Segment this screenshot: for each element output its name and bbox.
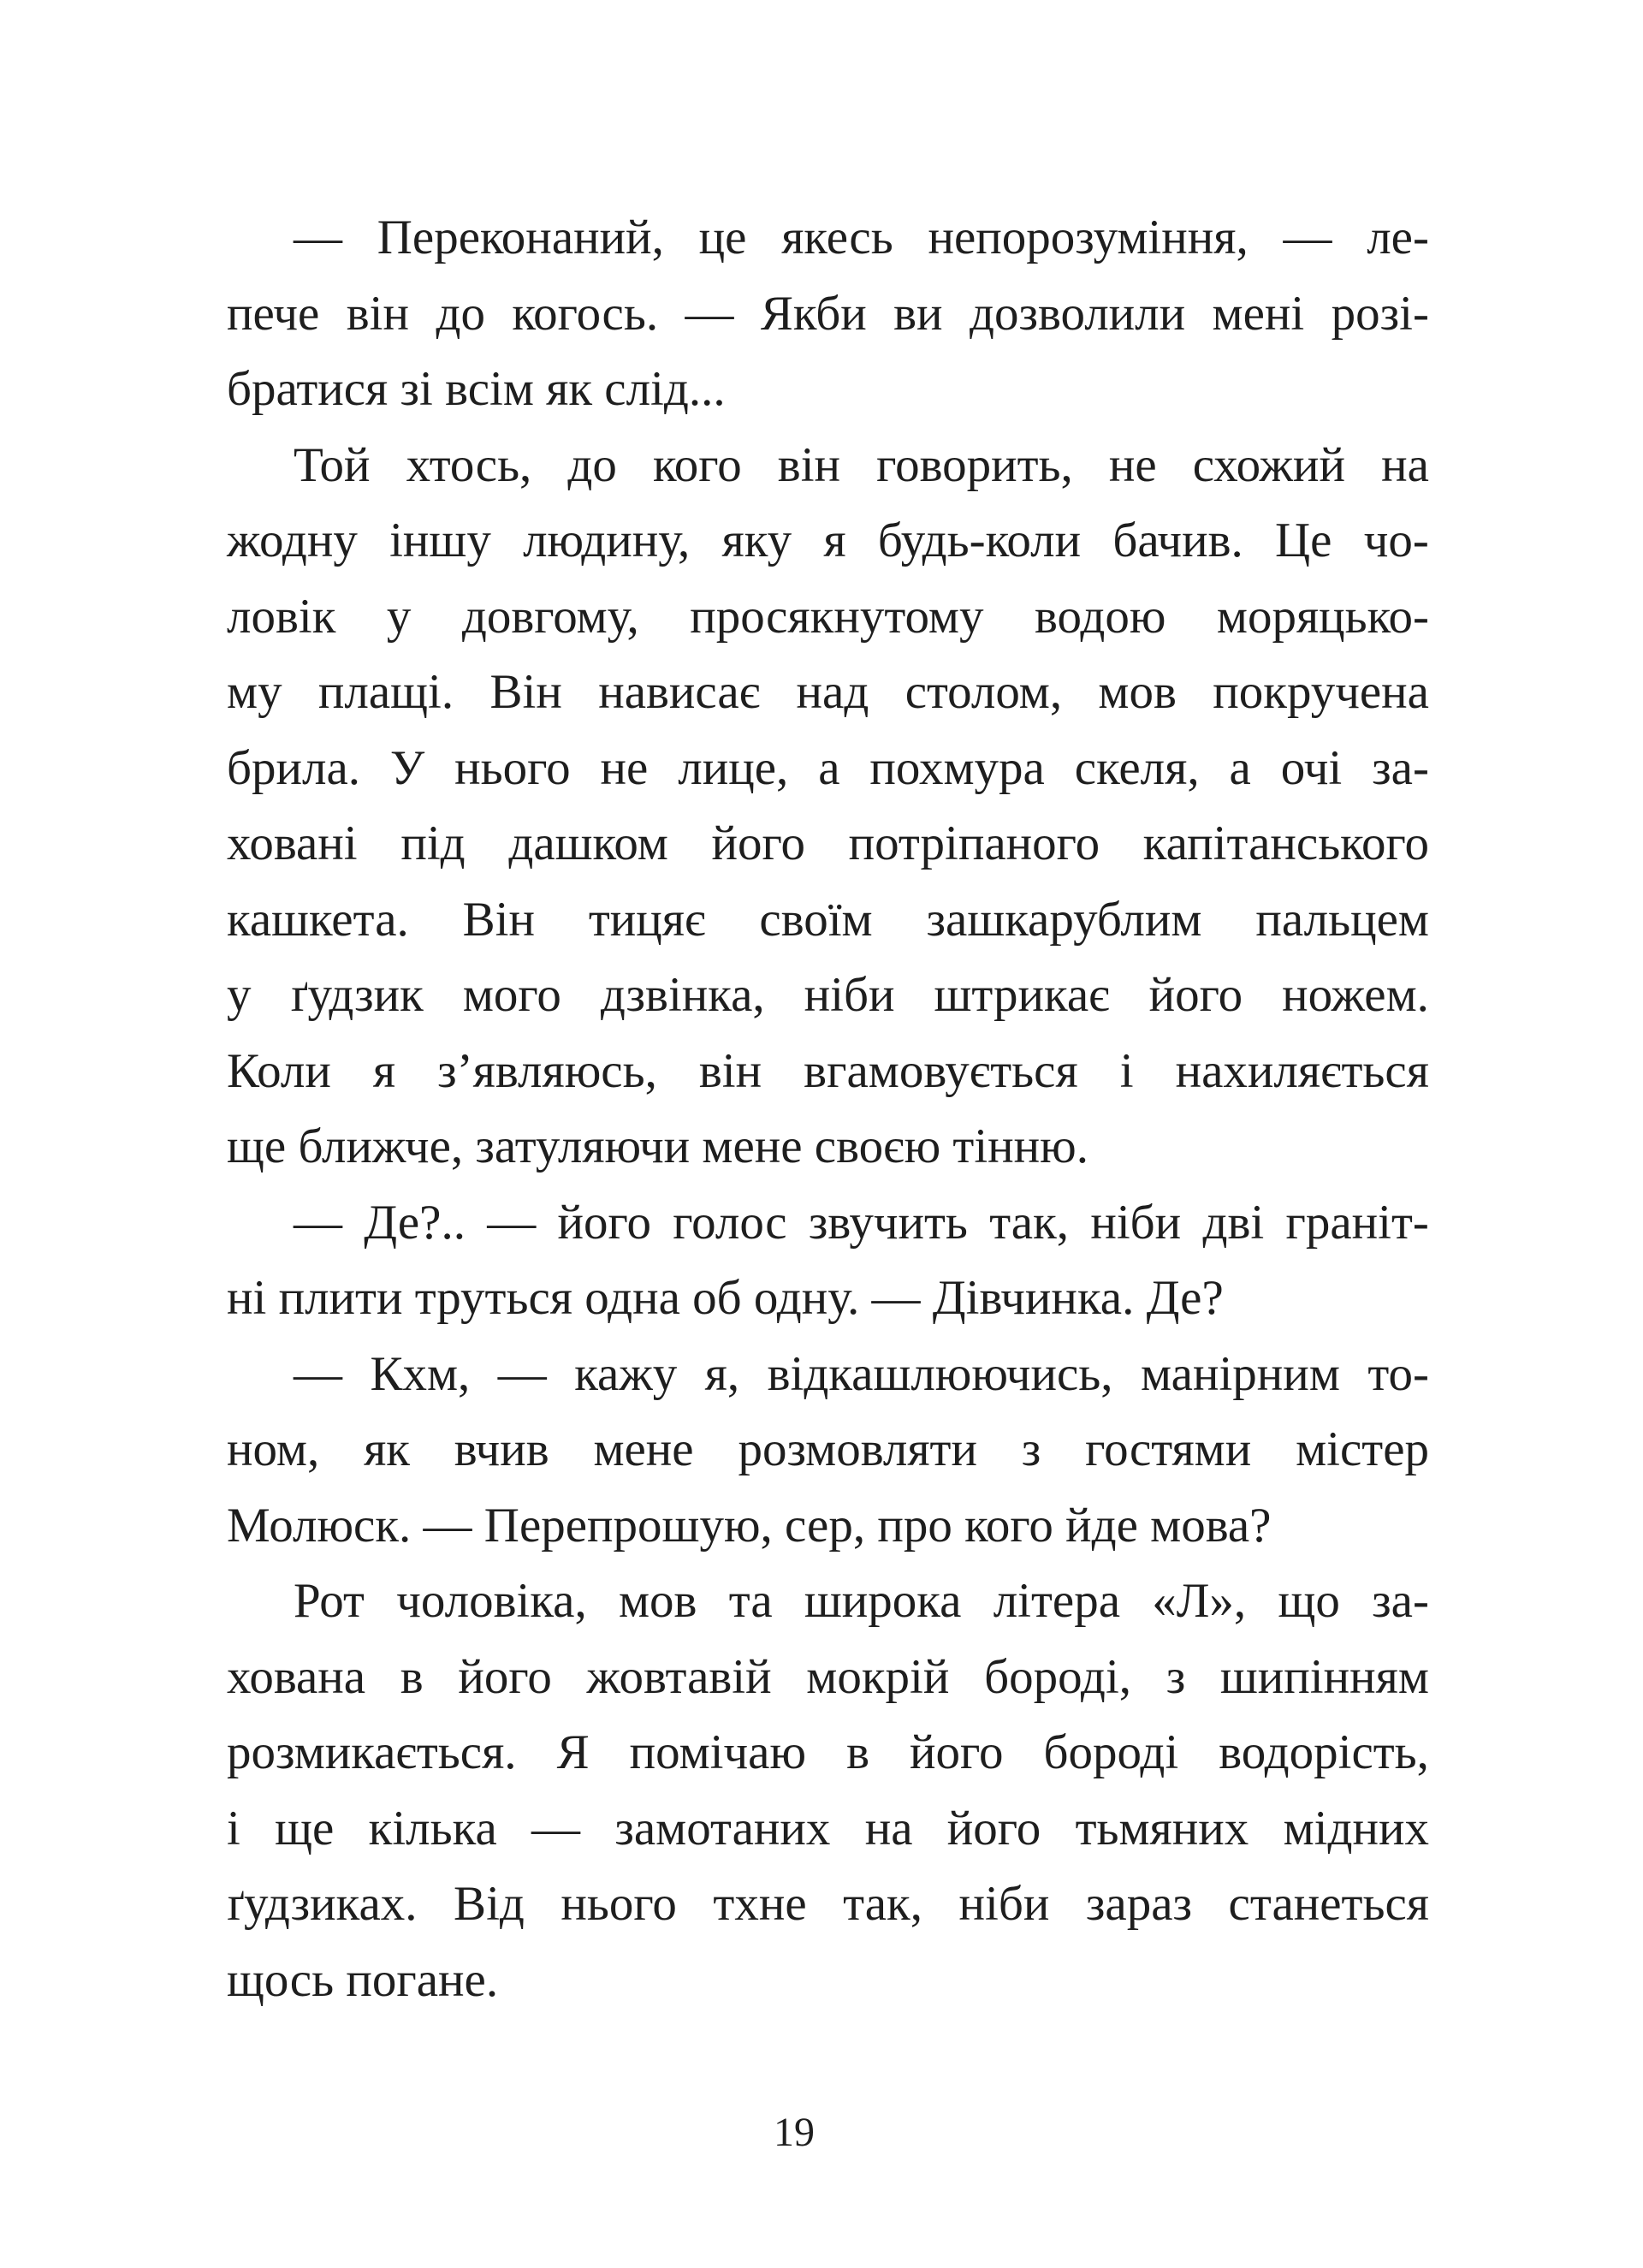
- text-line: [227, 276, 1429, 353]
- word: штрикає: [934, 968, 1110, 1022]
- word: над: [796, 665, 869, 719]
- word: лице,: [678, 740, 789, 795]
- word: жодну: [227, 514, 358, 567]
- word: плащі.: [317, 665, 454, 719]
- word: то-: [1367, 1346, 1429, 1401]
- word: зашкарублим: [926, 892, 1202, 947]
- word: ніби: [1090, 1195, 1182, 1250]
- word: Переконаний,: [377, 211, 664, 264]
- text-line: ні плити труться одна об одну. — Дівчинка. Де?: [227, 1271, 1224, 1325]
- word: мене: [593, 1422, 694, 1476]
- word: брила.: [227, 740, 360, 795]
- word: Він: [462, 892, 535, 947]
- text-line: [227, 1337, 1429, 1413]
- word: мов: [618, 1574, 697, 1628]
- word: ще: [275, 1801, 335, 1855]
- word: я,: [704, 1346, 740, 1401]
- word: людину,: [523, 514, 691, 567]
- word: водорість,: [1219, 1725, 1429, 1779]
- word: а: [1229, 740, 1251, 795]
- word: пече: [227, 286, 320, 341]
- word: в: [400, 1649, 424, 1704]
- word: чо-: [1363, 514, 1429, 567]
- word: дзвінка,: [600, 968, 765, 1022]
- word: довгому,: [461, 589, 639, 644]
- word: він: [777, 437, 841, 492]
- word: його: [910, 1725, 1004, 1779]
- word: його: [711, 816, 805, 870]
- word: яку: [721, 514, 792, 567]
- word: я: [823, 514, 846, 567]
- word: і: [1119, 1043, 1134, 1098]
- word: непорозуміння,: [928, 211, 1249, 264]
- text-line: [227, 1412, 1429, 1488]
- word: похмура: [869, 740, 1045, 795]
- word: Коли: [227, 1043, 331, 1098]
- word: мокрій: [806, 1649, 950, 1704]
- word: столом,: [905, 665, 1063, 719]
- word: ґудзик: [290, 968, 424, 1022]
- word: вгамовується: [804, 1043, 1078, 1098]
- word: —: [294, 1346, 342, 1401]
- word: кілька: [368, 1801, 497, 1855]
- word: у: [227, 968, 252, 1022]
- page-number: 19: [774, 2110, 815, 2155]
- word: Це: [1275, 514, 1332, 567]
- word: нього: [454, 740, 571, 795]
- word: моряцько-: [1216, 589, 1429, 644]
- word: ховані: [227, 816, 358, 870]
- text-line: [227, 882, 1429, 959]
- word: мені: [1212, 286, 1305, 341]
- word: тицяє: [588, 892, 706, 947]
- word: хована: [227, 1649, 366, 1704]
- word: —: [497, 1346, 547, 1401]
- word: будь-коли: [877, 514, 1082, 567]
- word: когось.: [512, 286, 659, 341]
- word: просякнутому: [690, 589, 984, 644]
- word: на: [1381, 437, 1429, 492]
- word: звучить: [808, 1195, 968, 1250]
- word: очі: [1280, 740, 1343, 795]
- word: його: [1148, 968, 1243, 1022]
- word: до: [567, 437, 617, 492]
- text-line: [227, 655, 1429, 731]
- word: ле-: [1367, 211, 1429, 264]
- word: його: [458, 1649, 552, 1704]
- text-block: [227, 200, 1429, 2018]
- text-line: щось погане.: [227, 1952, 499, 2007]
- text-line: [227, 1791, 1429, 1867]
- text-line: Молюск. — Перепрошую, сер, про кого йде мова?: [227, 1498, 1272, 1553]
- word: —: [531, 1801, 581, 1855]
- text-line: [227, 958, 1429, 1034]
- word: широка: [804, 1574, 962, 1628]
- word: літера: [993, 1574, 1120, 1628]
- word: я: [372, 1043, 396, 1098]
- word: пальцем: [1255, 892, 1429, 947]
- word: Кхм,: [370, 1346, 471, 1401]
- word: іншу: [389, 514, 491, 567]
- text-line: [227, 1715, 1429, 1791]
- word: —: [487, 1195, 537, 1250]
- word: зараз: [1085, 1877, 1193, 1931]
- word: тьмяних: [1075, 1801, 1249, 1855]
- word: за-: [1372, 740, 1429, 795]
- word: що: [1278, 1574, 1340, 1628]
- word: «Л»,: [1152, 1574, 1247, 1628]
- word: бороді: [1043, 1725, 1179, 1779]
- word: в: [846, 1725, 869, 1779]
- word: граніт-: [1285, 1195, 1429, 1250]
- word: своїм: [759, 892, 873, 947]
- word: а: [818, 740, 840, 795]
- word: це: [698, 211, 747, 264]
- word: розі-: [1331, 286, 1429, 341]
- word: Я: [556, 1725, 590, 1779]
- text-line: [227, 1564, 1429, 1640]
- text-line: [227, 200, 1429, 276]
- text-line: братися зі всім як слід...: [227, 362, 726, 416]
- word: Якби: [760, 286, 867, 341]
- word: Рот: [294, 1574, 365, 1628]
- word: нахиляється: [1175, 1043, 1429, 1098]
- word: розмовляти: [738, 1422, 977, 1476]
- word: мого: [462, 968, 561, 1022]
- word: гостями: [1085, 1422, 1252, 1476]
- text-line: [227, 428, 1429, 504]
- word: тхне: [713, 1877, 807, 1931]
- word: мідних: [1283, 1801, 1429, 1855]
- word: Від: [454, 1877, 525, 1931]
- word: бороді,: [984, 1649, 1132, 1704]
- text-line: [227, 1640, 1429, 1716]
- word: —: [294, 1195, 342, 1250]
- word: за-: [1372, 1574, 1429, 1628]
- word: з: [1166, 1649, 1186, 1704]
- word: ніби: [958, 1877, 1050, 1931]
- word: ґудзиках.: [227, 1877, 418, 1931]
- word: з: [1021, 1422, 1041, 1476]
- word: кашкета.: [227, 892, 409, 947]
- text-line: [227, 1034, 1429, 1110]
- word: він: [346, 286, 410, 341]
- text-line: [227, 731, 1429, 807]
- word: на: [864, 1801, 913, 1855]
- word: ловік: [227, 589, 336, 644]
- word: дві: [1202, 1195, 1265, 1250]
- word: бачив.: [1112, 514, 1243, 567]
- text-line: [227, 1185, 1429, 1262]
- word: нього: [561, 1877, 677, 1931]
- word: скеля,: [1074, 740, 1200, 795]
- word: схожий: [1192, 437, 1346, 492]
- word: та: [728, 1574, 773, 1628]
- word: У: [389, 740, 425, 795]
- word: жовтавій: [586, 1649, 772, 1704]
- word: ніби: [804, 968, 895, 1022]
- word: кажу: [574, 1346, 678, 1401]
- word: як: [364, 1422, 410, 1476]
- word: так,: [989, 1195, 1070, 1250]
- word: манірним: [1140, 1346, 1340, 1401]
- word: відкашлюючись,: [767, 1346, 1113, 1401]
- word: до: [436, 286, 485, 341]
- word: Він: [489, 665, 562, 719]
- word: і: [227, 1801, 240, 1855]
- word: шипінням: [1219, 1649, 1429, 1704]
- text-line: [227, 579, 1429, 656]
- word: мов: [1098, 665, 1177, 719]
- word: ножем.: [1282, 968, 1429, 1022]
- word: він: [698, 1043, 762, 1098]
- word: —: [294, 211, 342, 264]
- word: під: [400, 816, 466, 870]
- word: розмикається.: [227, 1725, 517, 1779]
- word: ном,: [227, 1422, 320, 1476]
- word: ви: [893, 286, 943, 341]
- word: —: [1283, 211, 1332, 264]
- word: Той: [294, 437, 371, 492]
- word: хтось,: [406, 437, 532, 492]
- word: у: [386, 589, 412, 644]
- word: дашком: [508, 816, 668, 870]
- word: його: [946, 1801, 1041, 1855]
- word: його: [557, 1195, 651, 1250]
- word: —: [685, 286, 734, 341]
- text-line: ще ближче, затуляючи мене своєю тінню.: [227, 1119, 1089, 1173]
- word: якесь: [781, 211, 893, 264]
- word: так,: [843, 1877, 922, 1931]
- word: замотаних: [614, 1801, 831, 1855]
- word: нависає: [598, 665, 761, 719]
- text-line: [227, 806, 1429, 882]
- word: говорить,: [876, 437, 1073, 492]
- word: містер: [1296, 1422, 1429, 1476]
- text-line: [227, 1867, 1429, 1943]
- word: станеться: [1228, 1877, 1429, 1931]
- word: Де?..: [364, 1195, 466, 1250]
- word: му: [227, 665, 282, 719]
- word: водою: [1034, 589, 1166, 644]
- word: капітанського: [1142, 816, 1429, 870]
- word: не: [600, 740, 649, 795]
- word: з’являюсь,: [437, 1043, 657, 1098]
- word: голос: [673, 1195, 787, 1250]
- word: помічаю: [629, 1725, 807, 1779]
- word: чоловіка,: [396, 1574, 587, 1628]
- word: покручена: [1213, 665, 1429, 719]
- word: кого: [652, 437, 742, 492]
- word: дозволили: [969, 286, 1186, 341]
- text-line: [227, 503, 1429, 579]
- word: не: [1108, 437, 1157, 492]
- word: вчив: [454, 1422, 549, 1476]
- word: потріпаного: [848, 816, 1100, 870]
